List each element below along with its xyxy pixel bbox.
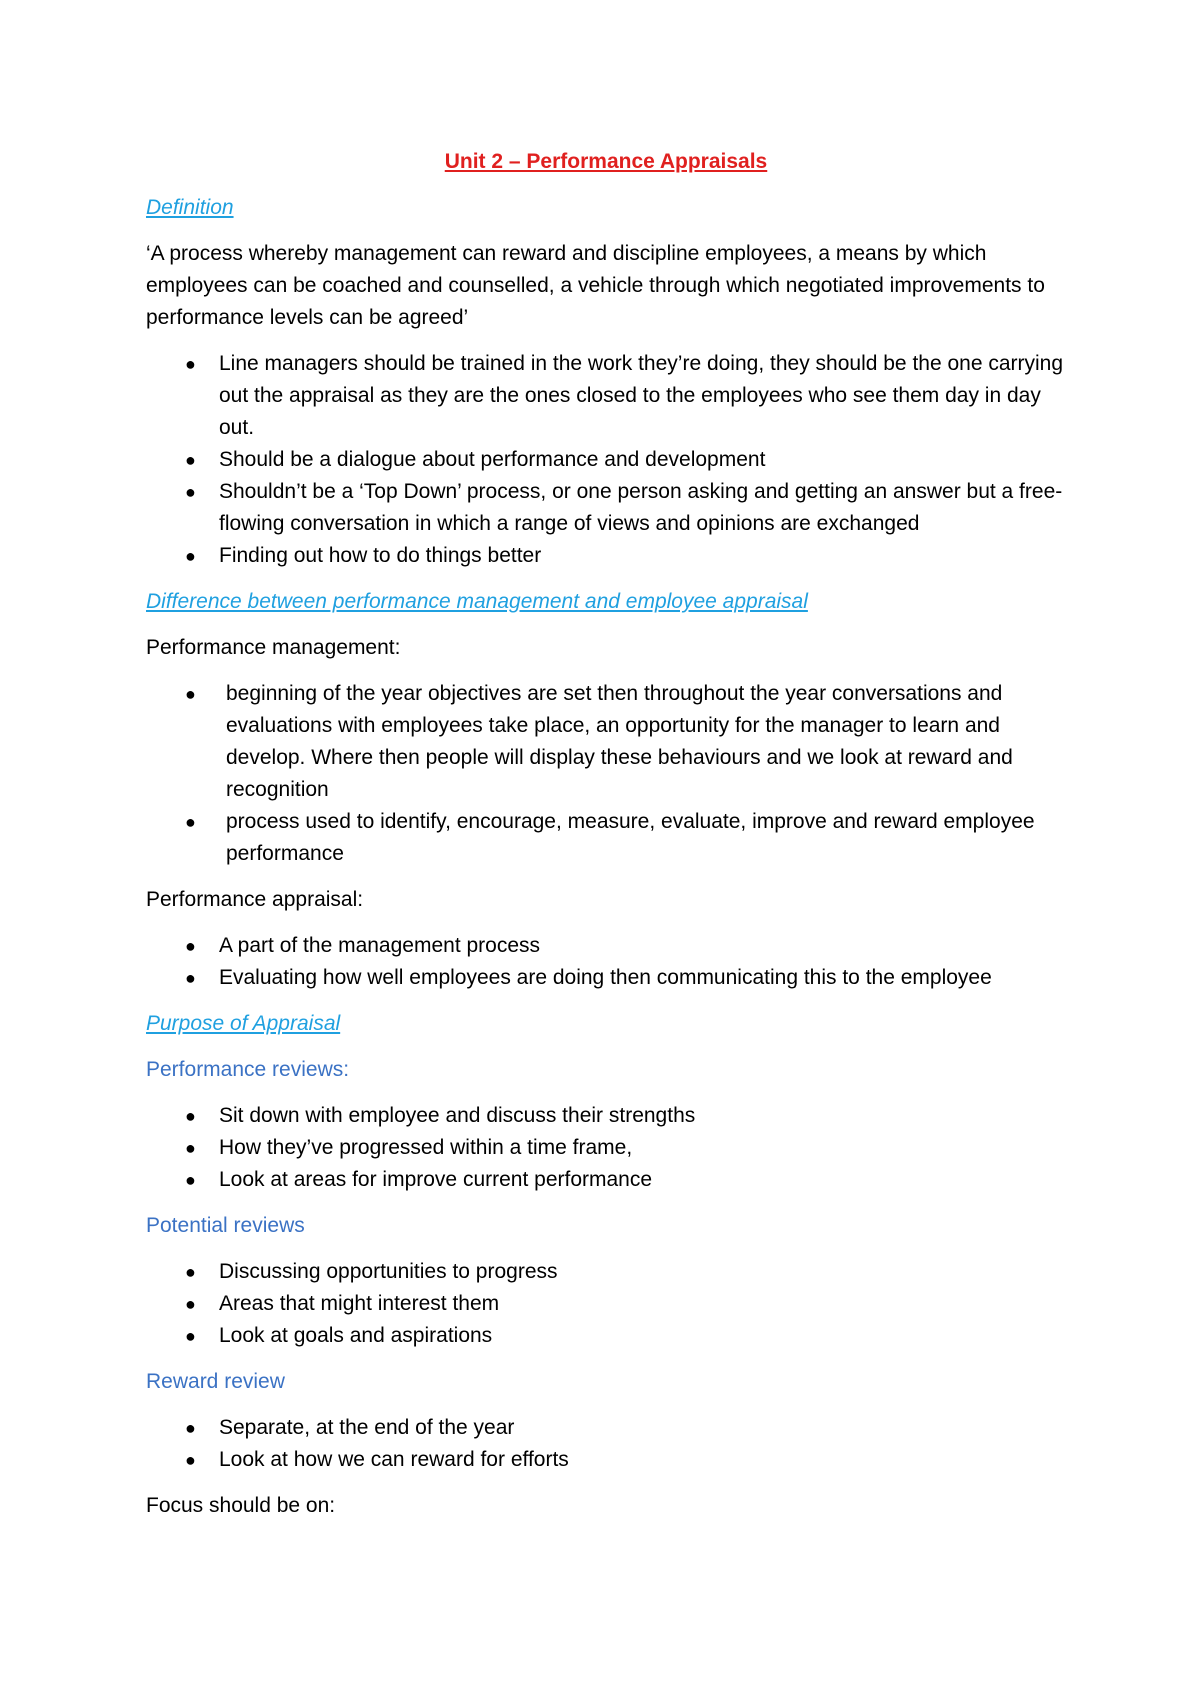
- definition-quote: ‘A process whereby management can reward and discipline employees, a means by which employees can be coached and counselled, a vehicle through which negotiated improvements to performance levels can be agreed’: [146, 242, 1045, 329]
- performance-management-label: Performance management:: [146, 636, 401, 659]
- performance-appraisal-label: Performance appraisal:: [146, 888, 364, 911]
- list-item: ● Discussing opportunities to progress: [146, 1256, 1066, 1288]
- list-item: ● Look at areas for improve current performance: [146, 1164, 1066, 1196]
- bullet-icon: ●: [185, 1106, 196, 1126]
- bullet-icon: ●: [185, 968, 196, 988]
- focus-label: Focus should be on:: [146, 1494, 336, 1517]
- list-item: ● beginning of the year objectives are set then throughout the year conversations and evaluations with employees take place, an opportunity for the manager to learn and develop. Where then people will display these behaviours and we look at reward and recognition: [146, 678, 1066, 806]
- list-item: ● Should be a dialogue about performance and development: [146, 444, 1066, 476]
- bullet-icon: ●: [185, 1326, 196, 1346]
- bullet-icon: ●: [185, 482, 196, 502]
- purpose-heading: Purpose of Appraisal: [146, 1012, 341, 1035]
- difference-heading: Difference between performance management and employee appraisal: [146, 590, 808, 613]
- bullet-icon: ●: [185, 1262, 196, 1282]
- bullet-icon: ●: [185, 936, 196, 956]
- list-item: ● How they’ve progressed within a time frame,: [146, 1132, 1066, 1164]
- bullet-icon: ●: [185, 1294, 196, 1314]
- list-item: ● Finding out how to do things better: [146, 540, 1066, 572]
- list-item: ● Shouldn’t be a ‘Top Down’ process, or one person asking and getting an answer but a free-flowing conversation in which a range of views and opinions are exchanged: [146, 476, 1066, 540]
- bullet-icon: ●: [185, 684, 196, 704]
- definition-list: [146, 348, 1066, 572]
- performance-appraisal-list: [146, 930, 1066, 994]
- list-item: ● Separate, at the end of the year: [146, 1412, 1066, 1444]
- bullet-icon: ●: [185, 1170, 196, 1190]
- list-item: ● Line managers should be trained in the work they’re doing, they should be the one carrying out the appraisal as they are the ones closed to the employees who see them day in day out.: [146, 348, 1066, 444]
- bullet-icon: ●: [185, 812, 196, 832]
- list-item: ● Look at goals and aspirations: [146, 1320, 1066, 1352]
- potential-reviews-list: [146, 1256, 1066, 1352]
- list-item: ● Look at how we can reward for efforts: [146, 1444, 1066, 1476]
- list-item: ● process used to identify, encourage, measure, evaluate, improve and reward employee performance: [146, 806, 1066, 870]
- bullet-icon: ●: [185, 1450, 196, 1470]
- bullet-icon: ●: [185, 1138, 196, 1158]
- performance-reviews-list: [146, 1100, 1066, 1196]
- performance-management-list: [146, 678, 1066, 870]
- performance-reviews-heading: Performance reviews:: [146, 1058, 350, 1081]
- definition-heading: Definition: [146, 196, 234, 219]
- reward-review-heading: Reward review: [146, 1370, 285, 1393]
- list-item: ● Areas that might interest them: [146, 1288, 1066, 1320]
- bullet-icon: ●: [185, 546, 196, 566]
- potential-reviews-heading: Potential reviews: [146, 1214, 305, 1237]
- bullet-icon: ●: [185, 354, 196, 374]
- bullet-icon: ●: [185, 450, 196, 470]
- list-item: ● Evaluating how well employees are doing then communicating this to the employee: [146, 962, 1066, 994]
- list-item: ● A part of the management process: [146, 930, 1066, 962]
- page-title: Unit 2 – Performance Appraisals: [444, 150, 768, 173]
- bullet-icon: ●: [185, 1418, 196, 1438]
- reward-review-list: [146, 1412, 1066, 1476]
- document-content: [146, 146, 1066, 1536]
- list-item: ● Sit down with employee and discuss their strengths: [146, 1100, 1066, 1132]
